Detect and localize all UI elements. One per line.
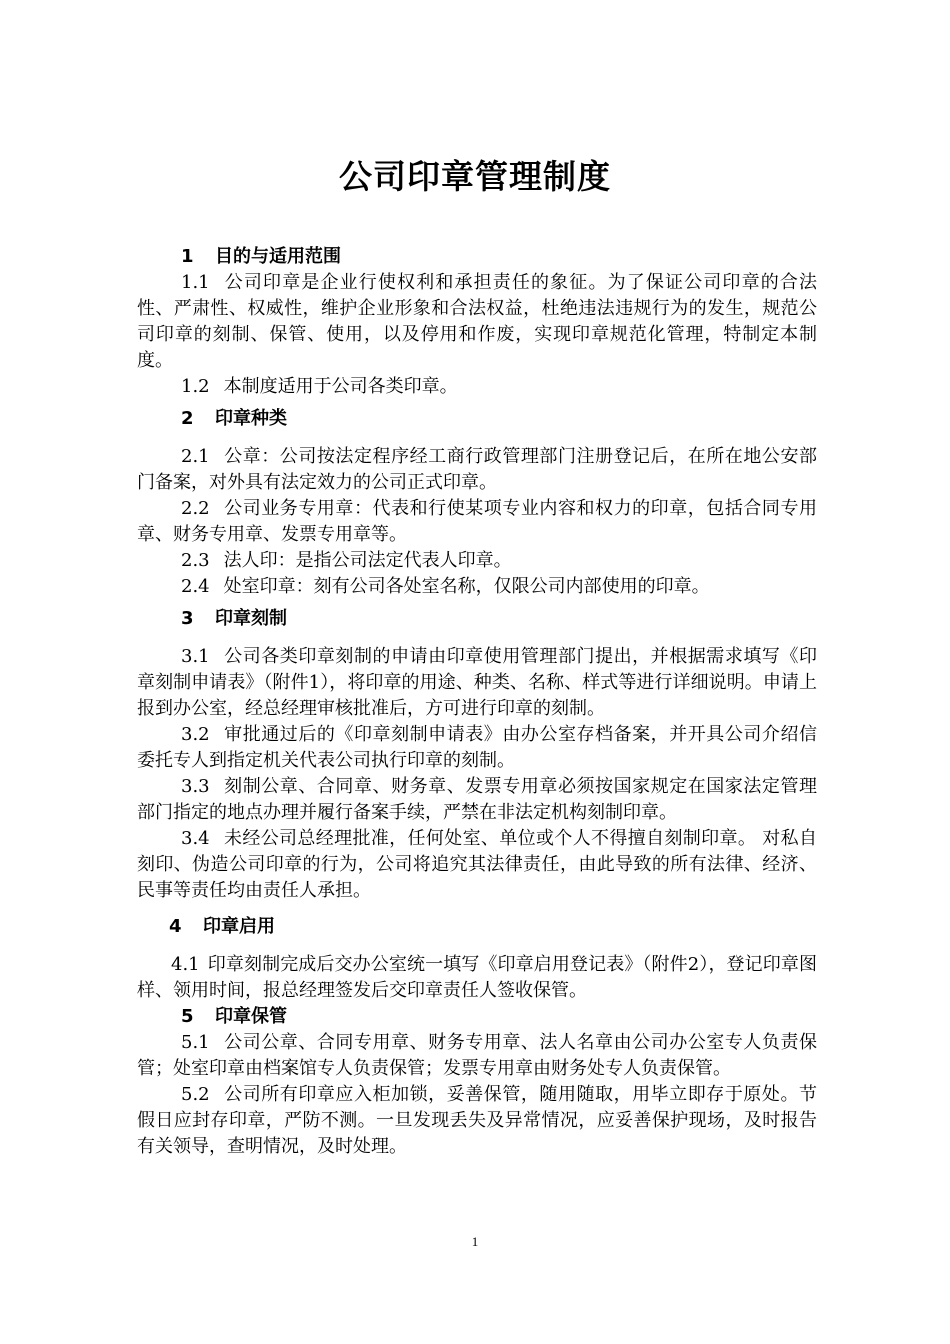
section-number: 3	[181, 608, 194, 629]
paragraph-text: 印章刻制完成后交办公室统一填写《印章启用登记表》（附件2），登记印章图样、领用时间，报总经理签发后交印章责任人签收保管。	[137, 954, 817, 1001]
paragraph-text: 公司公章、合同专用章、财务专用章、法人名章由公司办公室专人负责保管；处室印章由档案馆专人负责保管；发票专用章由财务处专人负责保管。	[137, 1032, 817, 1079]
paragraph-text: 刻制公章、合同章、财务章、发票专用章必须按国家规定在国家法定管理部门指定的地点办理并履行备案手续，严禁在非法定机构刻制印章。	[137, 776, 817, 823]
paragraph-2-4	[137, 574, 817, 600]
section-heading-5	[137, 1004, 817, 1030]
paragraph-2-3	[137, 548, 817, 574]
page-number: 1	[471, 1234, 479, 1249]
section-heading-1	[137, 244, 817, 270]
section-title: 印章刻制	[215, 608, 287, 629]
section-title: 印章保管	[215, 1006, 287, 1027]
paragraph-text: 处室印章：刻有公司各处室名称，仅限公司内部使用的印章。	[223, 576, 710, 597]
paragraph-text: 法人印：是指公司法定代表人印章。	[223, 550, 512, 571]
paragraph-1-1	[137, 270, 817, 374]
section-heading-3	[137, 606, 817, 632]
paragraph-text: 公司所有印章应入柜加锁，妥善保管，随用随取，用毕立即存于原处。节假日应封存印章，严防不测。一旦发现丢失及异常情况，应妥善保护现场，及时报告有关领导，查明情况，及时处理。	[137, 1084, 817, 1157]
paragraph-text: 审批通过后的《印章刻制申请表》由办公室存档备案，并开具公司介绍信委托专人到指定机关代表公司执行印章的刻制。	[137, 724, 817, 771]
paragraph-3-1	[137, 644, 817, 722]
section-title: 目的与适用范围	[215, 246, 341, 267]
paragraph-number: 1.2	[181, 376, 210, 397]
section-number: 1	[181, 246, 194, 267]
paragraph-3-4	[137, 826, 817, 904]
paragraph-number: 2.1	[181, 446, 210, 467]
paragraph-number: 4.1	[171, 954, 200, 975]
paragraph-text: 公司业务专用章：代表和行使某项专业内容和权力的印章，包括合同专用章、财务专用章、发票专用章等。	[137, 498, 817, 545]
paragraph-number: 3.2	[181, 724, 210, 745]
paragraph-5-1	[137, 1030, 817, 1082]
document-body	[137, 244, 817, 1160]
section-number: 5	[181, 1006, 194, 1027]
paragraph-number: 2.2	[181, 498, 210, 519]
section-heading-4	[137, 914, 817, 940]
paragraph-text: 未经公司总经理批准，任何处室、单位或个人不得擅自刻制印章。 对私自刻印、伪造公司印章的行为，公司将追究其法律责任，由此导致的所有法律、经济、民事等责任均由责任人承担。	[137, 828, 817, 901]
section-heading-2	[137, 406, 817, 432]
section-number: 2	[181, 408, 194, 429]
paragraph-2-1	[137, 444, 817, 496]
paragraph-number: 1.1	[181, 272, 210, 293]
paragraph-5-2	[137, 1082, 817, 1160]
paragraph-text: 本制度适用于公司各类印章。	[223, 376, 458, 397]
section-number: 4	[169, 916, 182, 937]
document-title: 公司印章管理制度	[339, 157, 611, 196]
section-title: 印章启用	[203, 916, 275, 937]
paragraph-1-2	[137, 374, 817, 400]
paragraph-number: 2.4	[181, 576, 210, 597]
paragraph-4-1	[137, 952, 817, 1004]
paragraph-3-3	[137, 774, 817, 826]
paragraph-text: 公司各类印章刻制的申请由印章使用管理部门提出，并根据需求填写《印章刻制申请表》（附件1），将印章的用途、种类、名称、样式等进行详细说明。申请上报到办公室，经总经理审核批准后，方可进行印章的刻制。	[137, 646, 817, 719]
paragraph-2-2	[137, 496, 817, 548]
paragraph-number: 5.1	[181, 1032, 210, 1053]
paragraph-number: 3.4	[181, 828, 210, 849]
paragraph-number: 3.3	[181, 776, 210, 797]
paragraph-text: 公司印章是企业行使权利和承担责任的象征。为了保证公司印章的合法性、严肃性、权威性，维护企业形象和合法权益，杜绝违法违规行为的发生，规范公司印章的刻制、保管、使用，以及停用和作废，实现印章规范化管理，特制定本制度。	[137, 272, 817, 371]
paragraph-3-2	[137, 722, 817, 774]
section-title: 印章种类	[215, 408, 287, 429]
paragraph-text: 公章：公司按法定程序经工商行政管理部门注册登记后，在所在地公安部门备案，对外具有法定效力的公司正式印章。	[137, 446, 817, 493]
paragraph-number: 3.1	[181, 646, 210, 667]
paragraph-number: 5.2	[181, 1084, 210, 1105]
paragraph-number: 2.3	[181, 550, 210, 571]
